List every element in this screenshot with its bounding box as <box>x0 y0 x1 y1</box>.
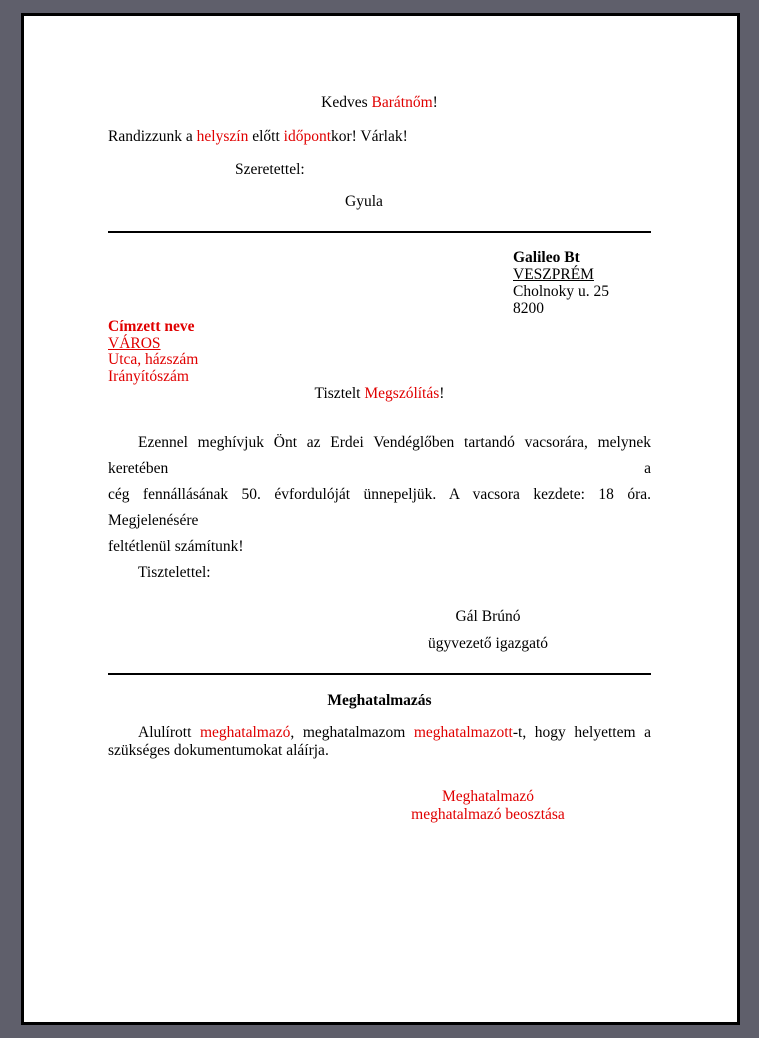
recipient-city-placeholder: VÁROS <box>108 334 161 352</box>
recipient-address-block <box>108 319 651 385</box>
sender-city: VESZPRÉM <box>513 266 594 283</box>
salutation-pre: Tisztelt <box>314 385 365 402</box>
agent-placeholder: meghatalmazott <box>413 724 513 741</box>
salutation-post: ! <box>439 385 445 402</box>
principal-placeholder: meghatalmazó <box>199 724 291 741</box>
greeting-post: ! <box>432 94 438 111</box>
authorization-body <box>108 724 651 760</box>
place-placeholder: helyszín <box>196 128 249 145</box>
authorization-body-line <box>108 724 651 742</box>
greeting-placeholder: Barátnőm <box>371 94 433 111</box>
recipient-zip-placeholder: Irányítószám <box>108 367 189 385</box>
document-content <box>108 16 651 823</box>
invite-line <box>108 128 651 146</box>
sender-address-block <box>513 249 651 317</box>
invite-text: előtt <box>248 128 284 145</box>
sender-name: Galileo Bt <box>513 249 580 266</box>
auth-text: , meghatalmazom <box>290 724 414 741</box>
signature-letter1: Gyula <box>345 193 383 210</box>
time-placeholder: időpont <box>283 128 332 145</box>
auth-text: Alulírott <box>138 724 200 741</box>
signer-block-letter2 <box>348 603 628 657</box>
invite-text: Randizzunk a <box>108 128 197 145</box>
salutation-line <box>108 385 651 403</box>
invitation-body-line: feltétlenül számítunk! <box>108 538 244 555</box>
signer-name: Gál Brúnó <box>455 608 521 625</box>
greeting-pre: Kedves <box>321 94 372 111</box>
invitation-body <box>108 430 651 560</box>
closing-letter1: Szeretettel: <box>235 161 305 178</box>
authorization-signer-title-placeholder: meghatalmazó beosztása <box>411 805 565 823</box>
sender-zip: 8200 <box>513 300 544 317</box>
authorization-title: Meghatalmazás <box>327 692 432 709</box>
recipient-street-placeholder: Utca, házszám <box>108 351 199 368</box>
signer-title: ügyvezető igazgató <box>427 635 549 652</box>
authorization-body-line: szükséges dokumentumokat aláírja. <box>108 742 329 759</box>
greeting-line <box>108 94 651 112</box>
authorization-signer-placeholder: Meghatalmazó <box>441 788 535 805</box>
invite-text: kor! Várlak! <box>331 128 408 145</box>
sender-street: Cholnoky u. 25 <box>513 283 610 300</box>
auth-text: -t, hogy helyettem a <box>512 724 651 741</box>
horizontal-rule-2 <box>108 673 651 675</box>
signer-block-authorization <box>348 788 628 823</box>
salutation-placeholder: Megszólítás <box>364 385 440 402</box>
invitation-body-line: Ezennel meghívjuk Önt az Erdei Vendéglőben tartandó vacsorára, melynek keretében a <box>108 434 651 477</box>
invitation-body-line: cég fennállásának 50. évfordulóját ünnepeljük. A vacsora kezdete: 18 óra. Megjelenésére <box>108 486 651 529</box>
document-page <box>21 13 740 1025</box>
closing-letter2: Tisztelettel: <box>138 564 211 581</box>
recipient-name-placeholder: Címzett neve <box>108 318 195 335</box>
horizontal-rule-1 <box>108 231 651 233</box>
